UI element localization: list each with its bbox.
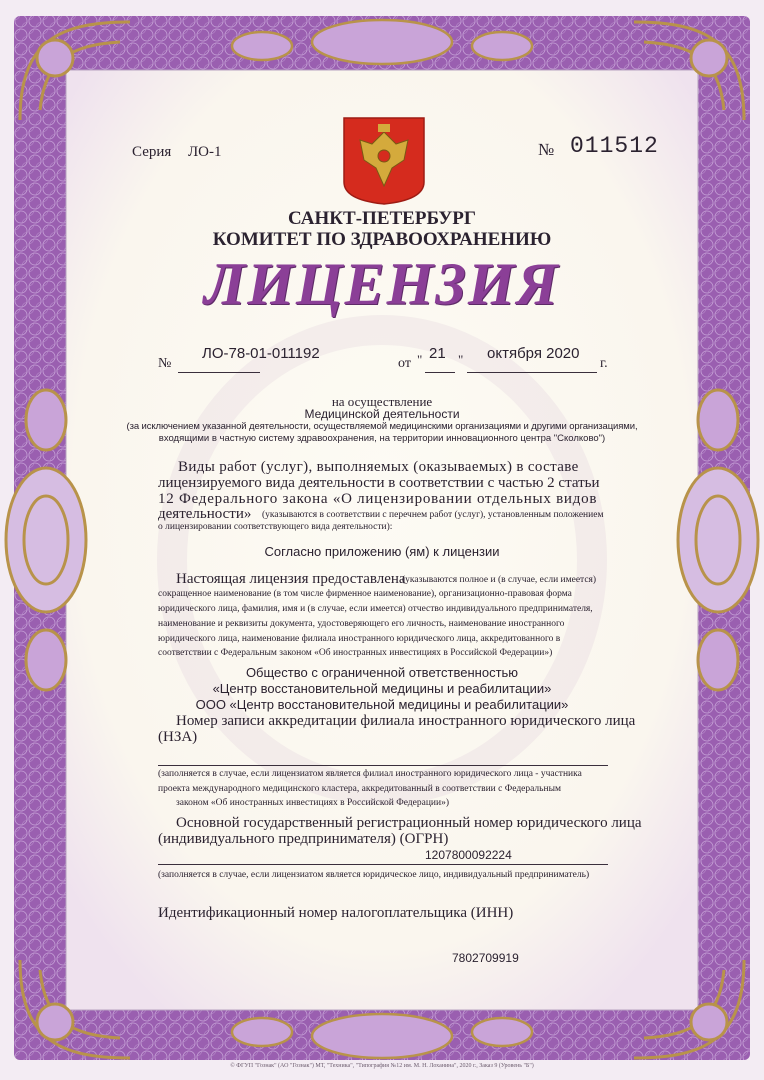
date-quote-open: "	[417, 352, 423, 367]
printer-imprint: © ФГУП "Гознак" (АО "Гознак") МТ, "Техника", "Типография №12 им. М. Н. Лоханина", 2020 г., Заказ 9 (Уровень "Б")	[230, 1063, 534, 1069]
provided-note-3: наименование и реквизиты документа, удостоверяющего его личность, наименование иностранного	[158, 619, 565, 629]
works-line-4: деятельности»	[158, 506, 252, 522]
license-number: ЛО-78-01-011192	[202, 345, 320, 362]
iza-note-3: законом «Об иностранных инвестициях в Российской Федерации»)	[176, 798, 449, 808]
works-value: Согласно приложению (ям) к лицензии	[264, 544, 500, 559]
form-number: 011512	[570, 133, 659, 159]
coat-of-arms-icon	[344, 118, 424, 204]
city-heading: САНКТ-ПЕТЕРБУРГ	[288, 208, 476, 229]
activity-name: Медицинской деятельности	[304, 407, 460, 421]
authority-heading: КОМИТЕТ ПО ЗДРАВООХРАНЕНИЮ	[212, 229, 552, 250]
inn-value: 7802709919	[452, 951, 519, 965]
ogrn-note: (заполняется в случае, если лицензиатом является юридическое лицо, индивидуальный предприниматель)	[158, 870, 590, 880]
number-sign: №	[538, 140, 555, 159]
inn-label: Идентификационный номер налогоплательщика (ИНН)	[158, 905, 514, 921]
organization-full-name-2: «Центр восстановительной медицины и реабилитации»	[212, 681, 552, 696]
works-line-1: Виды работ (услуг), выполняемых (оказываемых) в составе	[178, 459, 579, 475]
date-from-label: от	[398, 356, 411, 371]
ogrn-label-2: (индивидуального предпринимателя) (ОГРН)	[158, 831, 449, 847]
date-quote-close: "	[458, 352, 464, 367]
iza-note-2: проекта международного медицинского кластера, аккредитованный в соответствии с Федеральным	[158, 784, 561, 794]
series-label: Серия	[132, 144, 172, 160]
works-note-1: (указываются в соответствии с перечнем работ (услуг), установленным положением	[262, 510, 604, 520]
works-line-2: лицензируемого вида деятельности в соответствии с частью 2 статьи	[158, 475, 600, 491]
works-note-2: о лицензировании соответствующего вида деятельности):	[158, 522, 393, 532]
activity-intro: на осуществление	[331, 394, 433, 409]
date-day: 21	[429, 345, 446, 362]
iza-note-1: (заполняется в случае, если лицензиатом является филиал иностранного юридического лица - участника	[158, 769, 582, 779]
iza-label-1: Номер записи аккредитации филиала иностранного юридического лица	[176, 713, 636, 729]
date-month-year: октября 2020	[487, 345, 580, 362]
iza-label-2: (НЗА)	[158, 729, 198, 745]
activity-note-1: (за исключением указанной деятельности, осуществляемой медицинскими организациями и другими организациями,	[126, 421, 638, 432]
organization-short-name: ООО «Центр восстановительной медицины и реабилитации»	[195, 697, 569, 712]
works-line-3: 12 Федерального закона «О лицензировании отдельных видов	[158, 491, 598, 507]
organization-full-name-1: Общество с ограниченной ответственностью	[245, 665, 519, 680]
provided-note-1: сокращенное наименование (в том числе фирменное наименование), организационно-правовая форма	[158, 589, 572, 599]
document-title: ЛИЦЕНЗИЯ	[204, 251, 560, 317]
license-number-sign: №	[158, 356, 172, 371]
series-value: ЛО-1	[188, 144, 222, 160]
provided-note-0: (указываются полное и (в случае, если имеется)	[402, 575, 597, 585]
provided-lead: Настоящая лицензия предоставлена	[176, 571, 406, 587]
date-year-suffix: г.	[600, 356, 608, 371]
provided-note-4: юридического лица, наименование филиала иностранного юридического лица, аккредитованного в	[158, 634, 561, 644]
provided-note-5: соответствии с Федеральным законом «Об иностранных инвестициях в Российской Федерации»)	[158, 648, 553, 658]
ogrn-label-1: Основной государственный регистрационный номер юридического лица	[176, 815, 642, 831]
ogrn-value: 1207800092224	[425, 848, 512, 862]
activity-note-2: входящими в частную систему здравоохранения, на территории инновационного центра "Сколково")	[158, 433, 606, 444]
provided-note-2: юридического лица, фамилия, имя и (в случае, если имеется) отчество индивидуального предпринимателя,	[158, 604, 593, 614]
